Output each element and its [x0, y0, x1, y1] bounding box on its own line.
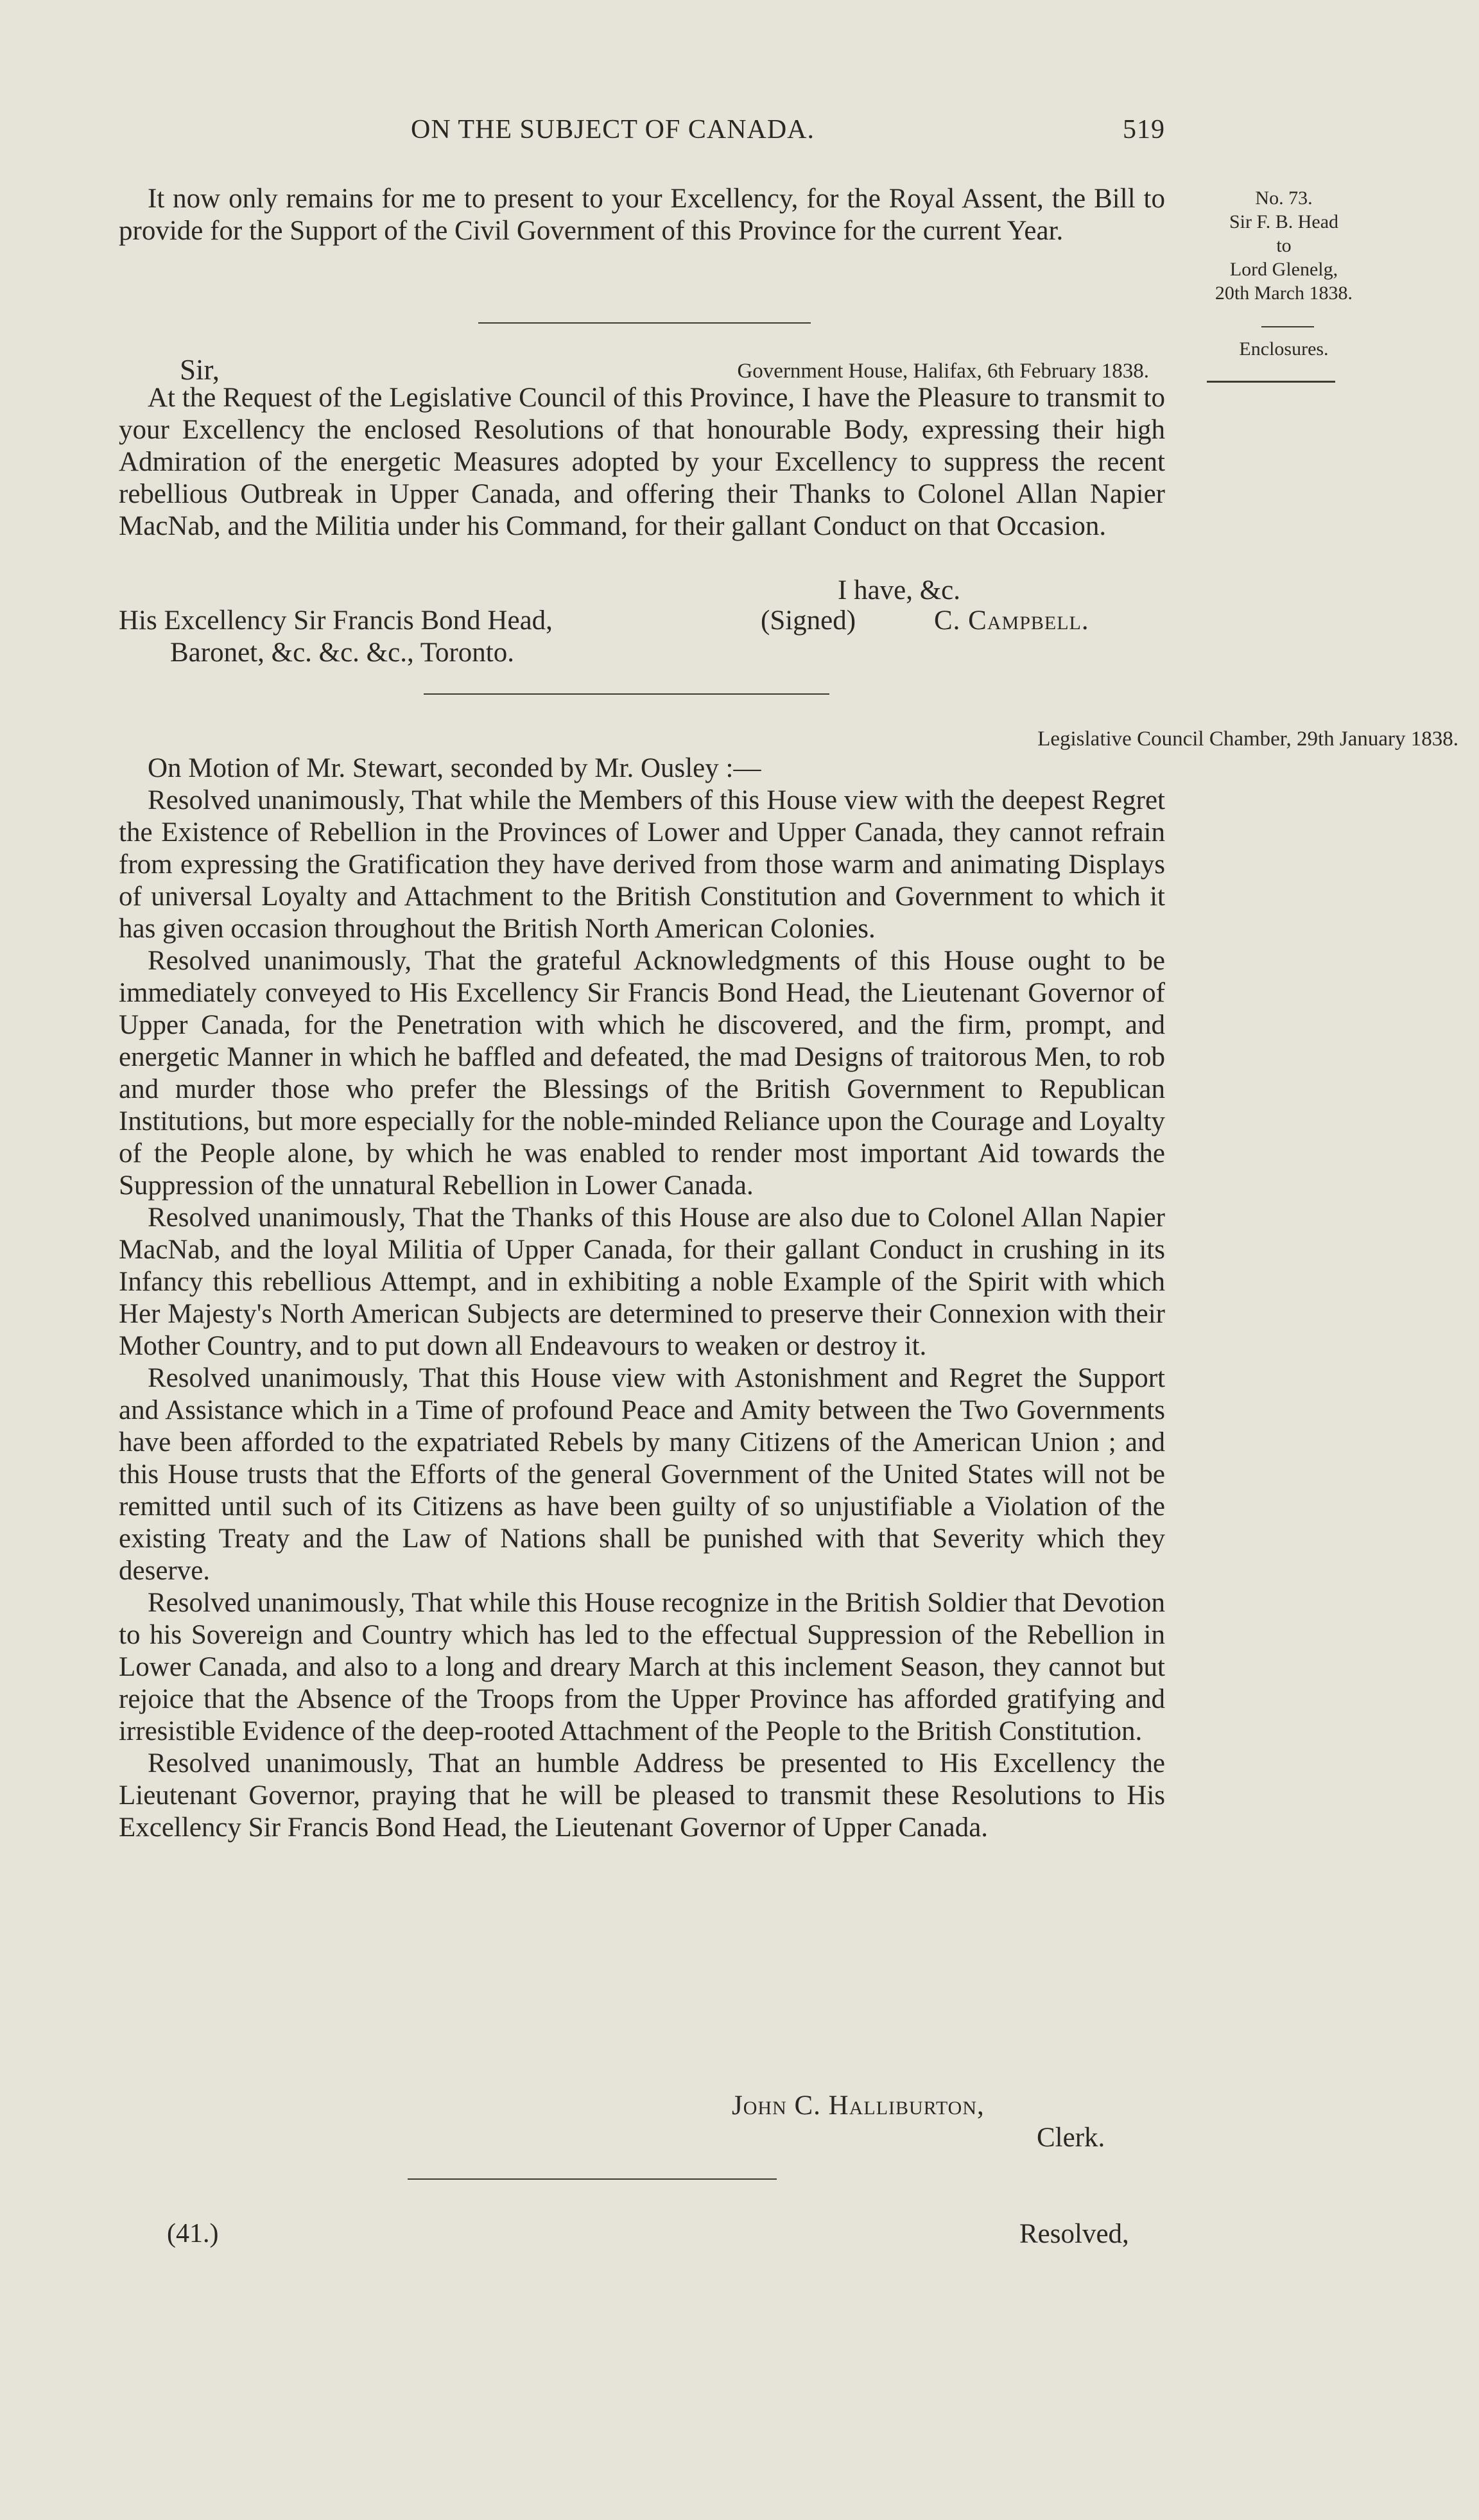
margin-note-enclosures: [1191, 337, 1377, 361]
enclosures-label: Enclosures.: [1239, 338, 1329, 360]
margin-note: [1191, 186, 1377, 305]
resolutions-dateline: Legislative Council Chamber, 29th January 1838.: [1037, 727, 1458, 751]
resolution-paragraph: Resolved unanimously, That this House view with Astonishment and Regret the Support and Assistance which in a Time of profound Peace and Amity between the Two Governments have been afforded to the expatriated Rebels by many Citizens of the American Union ; and this House trusts that the Efforts of the general Government of the United States will not be remitted until such of its Citizens as have been guilty of so unjustifiable a Violation of the existing Treaty and the Law of Nations shall be punished with that Severity which they deserve.: [119, 1363, 1165, 1586]
section-divider: [478, 322, 811, 324]
signed-label: (Signed): [761, 605, 856, 636]
resolution-paragraph: Resolved unanimously, That the grateful Acknowledgments of this House ought to be immediately conveyed to His Excellency Sir Francis Bond Head, the Lieutenant Governor of Upper Canada, for the Penetration with which he discovered, and the firm, prompt, and energetic Manner in which he baffled and defeated, the mad Designs of traitorous Men, to rob and murder those who prefer the Blessings of the British Government to Republican Institutions, but more especially for the noble-minded Reliance upon the Courage and Loyalty of the People alone, by which he was enabled to render most important Aid towards the Suppression of the unnatural Rebellion in Lower Canada.: [119, 946, 1165, 1201]
section-divider: [408, 2178, 777, 2180]
margin-note-date: 20th March 1838.: [1215, 282, 1353, 304]
margin-note-to-word: to: [1276, 235, 1292, 256]
running-head-title: ON THE SUBJECT OF CANADA.: [411, 115, 815, 144]
margin-note-number: No. 73.: [1255, 187, 1313, 209]
signer-name: C. Campbell.: [934, 605, 1089, 636]
clerk-signature-title: Clerk.: [1037, 2123, 1105, 2153]
margin-note-from: Sir F. B. Head: [1229, 211, 1339, 232]
catchword: Resolved,: [1019, 2219, 1129, 2249]
margin-note-to: Lord Glenelg,: [1229, 259, 1338, 280]
addressee-line-1: His Excellency Sir Francis Bond Head,: [119, 605, 553, 636]
resolution-paragraph: Resolved unanimously, That an humble Address be presented to His Excellency the Lieutenant Governor, praying that he will be pleased to transmit these Resolutions to His Excellency Sir Francis Bond Head, the Lieutenant Governor of Upper Canada.: [119, 1748, 1165, 1843]
letter-body: At the Request of the Legislative Council of this Province, I have the Pleasure to transmit to your Excellency the enclosed Resolutions of that honourable Body, expressing their high Admiration of the energetic Measures adopted by your Excellency to suppress the recent rebellious Outbreak in Upper Canada, and offering their Thanks to Colonel Allan Napier MacNab, and the Militia under his Command, for their gallant Conduct on that Occasion.: [119, 383, 1165, 541]
intro-paragraph: It now only remains for me to present to your Excellency, for the Royal Assent, the Bill to provide for the Support of the Civil Government of this Province for the current Year.: [119, 184, 1165, 246]
margin-rule: [1207, 381, 1335, 383]
section-divider: [424, 693, 829, 695]
salutation: Sir,: [180, 354, 220, 386]
page-number: 519: [1123, 115, 1165, 144]
resolutions-section: [119, 752, 1165, 1844]
letter-dateline: Government House, Halifax, 6th February 1838.: [737, 360, 1149, 383]
addressee-line-2: Baronet, &c. &c. &c., Toronto.: [170, 638, 514, 668]
signature-mark: (41.): [167, 2219, 219, 2248]
motion-line: On Motion of Mr. Stewart, seconded by Mr. Ousley :—: [148, 753, 761, 783]
margin-note-divider: [1261, 326, 1314, 327]
letter-closing: I have, &c.: [838, 575, 961, 605]
resolution-paragraph: Resolved unanimously, That the Thanks of this House are also due to Colonel Allan Napier MacNab, and the loyal Militia of Upper Canada, for their gallant Conduct in crushing in its Infancy this rebellious Attempt, and in exhibiting a noble Example of the Spirit with which Her Majesty's North American Subjects are determined to preserve their Connexion with their Mother Country, and to put down all Endeavours to weaken or destroy it.: [119, 1203, 1165, 1361]
clerk-signature-name: John C. Halliburton,: [732, 2090, 985, 2121]
resolution-paragraph: Resolved unanimously, That while the Members of this House view with the deepest Regret the Existence of Rebellion in the Provinces of Lower and Upper Canada, they cannot refrain from expressing the Gratification they have derived from those warm and animating Displays of universal Loyalty and Attachment to the British Constitution and Government to which it has given occasion throughout the British North American Colonies.: [119, 785, 1165, 944]
resolution-paragraph: Resolved unanimously, That while this House recognize in the British Soldier that Devotion to his Sovereign and Country which has led to the effectual Suppression of the Rebellion in Lower Canada, and also to a long and dreary March at this inclement Season, they cannot but rejoice that the Absence of the Troops from the Upper Province has afforded gratifying and irresistible Evidence of the deep-rooted Attachment of the People to the British Constitution.: [119, 1588, 1165, 1746]
